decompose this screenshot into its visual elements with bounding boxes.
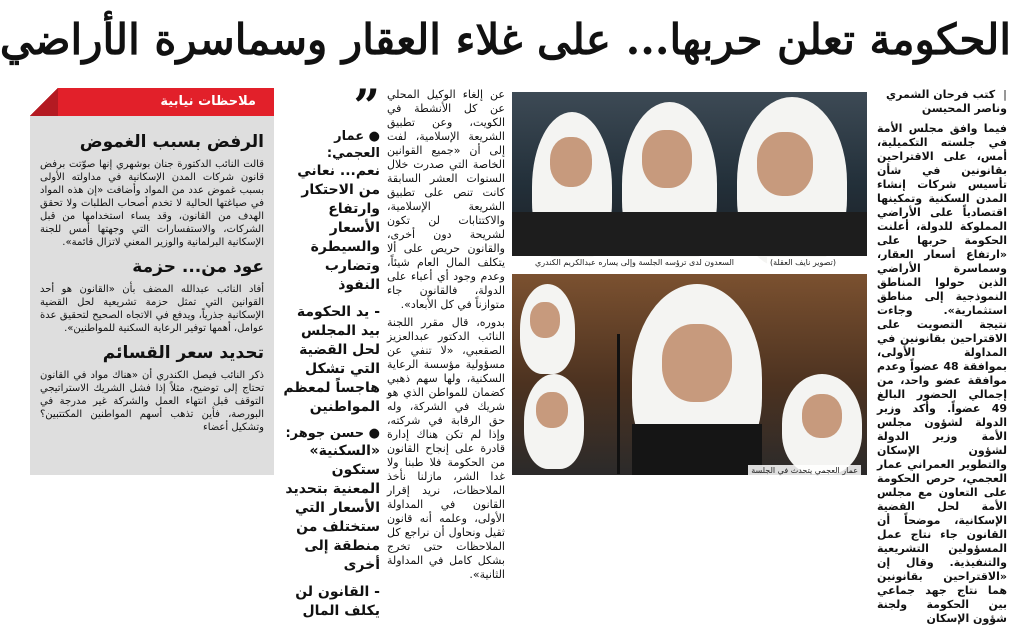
sidebar-heading: عود من... حزمة — [132, 257, 264, 277]
body-column-middle — [385, 88, 507, 581]
byline-mark: | — [1002, 88, 1007, 101]
quote-speaker: ● حسن جوهر: — [285, 426, 380, 441]
byline — [877, 88, 1007, 116]
bottom-photo-caption: عمار العجمي يتحدث في الجلسة — [748, 465, 861, 476]
sidebar-corner-fold-icon — [30, 88, 58, 116]
page-headline: الحكومة تعلن حربها... على غلاء العقار وسماسرة الأراضي — [0, 15, 1011, 64]
quote-speaker: ● عمار العجمي: — [326, 129, 380, 161]
quote-mark-icon: ” — [353, 79, 380, 133]
session-photo-top — [512, 92, 867, 256]
quote-text: - القانون لن يكلف المال — [295, 584, 380, 619]
quote-text: «السكنية» ستكون المعنية بتحديد الأسعار التي ستختلف من منطقة إلى أخرى — [285, 443, 380, 573]
quote-text: نعم... نعاني من الاحتكار وارتفاع الأسعار والسيطرة وتضارب النفوذ — [297, 163, 380, 293]
intro-text: فيما وافق مجلس الأمة في جلسته التكميلية، أمس، على الاقتراحين بقانونين في شأن تأسيس شركات إنشاء المدن السكنية وتمكينها اقتصادياً على الأراضي المملوكة للدولة، أعلنت الحكومة حربها على «ارتفاع أسعار العقار، وسماسرة الأراضي الذين حولوا المناطق النموذجية إلى مناطق استثمارية». وجاءت نتيجة التصويت على الاقتراحين بقانونين في المداولة الأولى، بموافقة 48 عضواً وعدم موافقة عضو واحد، من إجمالي الحضور البالغ 49 عضواً. وأكد وزير الدولة لشؤون مجلس الأمة وزير الدولة لشؤون الإسكان والتطوير العمراني عمار العجمي، حرص الحكومة على التعاون مع مجلس الأمة لحل القضية الإسكانية، موضحاً أن القانون جاء نتاج عمل المسؤولين التشريعية والتنفيذية. وقال إن «الاقتراحين بقانونين هما نتاج جهد جماعي بين الحكومة ولجنة شؤون الإسكان — [877, 122, 1007, 625]
sidebar-heading: تحديد سعر القسائم — [102, 343, 264, 363]
sidebar-body — [30, 124, 274, 434]
photo-credit: (تصوير نايف العقلة) — [767, 257, 839, 268]
sidebar-text: قالت النائب الدكتورة جنان بوشهري إنها صوّتت برفض قانون شركات المدن الإسكانية في مداولته الأولى بسبب غموض عدد من المواد وأضافت «إن هذه المواد في صياغتها الحالية لا تخدم أصحاب الطلبات ولا تحقق الهدف من القانون، وقد يساء استخدامها من قبل الشركات، والاستفسارات التي وجهتها أمس للجنة الإسكانية البرلمانية والوزير المعني لاتزال قائمة». — [40, 159, 264, 248]
intro-column — [873, 88, 1011, 625]
sidebar-text: ذكر النائب فيصل الكندري أن «هناك مواد في القانون تحتاج إلى توضيح، مثلاً إذا فشل الشريك الاستراتيجي التوقف قبل انتهاء العمل والشركة غير مدرجة في البورصة، فأين تذهب أسهم المواطنين المكتتبين؟ وتشكيل أعضاء — [40, 370, 264, 433]
sidebar-tag: ملاحظات نيابية — [30, 88, 274, 116]
quote-text: - يد الحكومة بيد المجلس لحل القضية التي تشكل هاجساً لمعظم المواطنين — [283, 304, 380, 415]
byline-text: كتب فرحان الشمري وناصر المحيسن — [886, 88, 1007, 115]
body-paragraph: عن إلغاء الوكيل المحلي عن كل الأنشطة في الكويت، وعن تطبيق الشريعة الإسلامية، لفت إلى أن «جميع القوانين الخاصة التي صدرت خلال السنوات العشر السابقة كانت تنص على تطبيق الشريعة الإسلامية، والاكتتابات لن تكون لشريحة دون أخرى، والقانون حريص على ألا يتكلف المال العام شيئاً، وعدم وجود أي أعباء على الدولة، فالقانون جاء متوازناً في كل الأبعاد». — [387, 88, 505, 311]
quotes-column — [280, 79, 382, 619]
session-photo-bottom — [512, 274, 867, 475]
top-photo-caption: السعدون لدى ترؤسه الجلسة وإلى يساره عبدالكريم الكندري — [532, 257, 737, 268]
sidebar-heading: الرفض بسبب الغموض — [79, 132, 264, 152]
sidebar-text: أفاد النائب عبدالله المضف بأن «القانون هو أحد القوانين التي تمثل حزمة تشريعية لحل القضية الإسكانية جذرياً، ويدفع في الاتجاه الصحيح لتحقيق عدة عوامل، أهمها توفير الرعاية السكنية للمواطنين». — [40, 284, 264, 334]
body-paragraph: بدوره، قال مقرر اللجنة النائب الدكتور عبدالعزيز الصقعبي، «لا تنفي عن مسؤولية مؤسسة الرعاية السكنية، ولها سهم ذهبي كضمان للمواطن الذي هو شريك في الشركة، وله حق الرقابة في شركته، وإذا لم تكن هناك إدارة قادرة على إنجاح القانون من الحكومة فلا طبنا ولا غدا الشر، مازلنا نأخذ الملاحظات، نريد إقرار القانون في المداولة الأولى، وعلمه أنه قانون ثقيل ونحاول أن نراجع كل الملاحظات حتى تخرج بشكل كامل في المداولة الثانية». — [387, 316, 505, 581]
parliamentary-notes-sidebar — [30, 88, 274, 475]
